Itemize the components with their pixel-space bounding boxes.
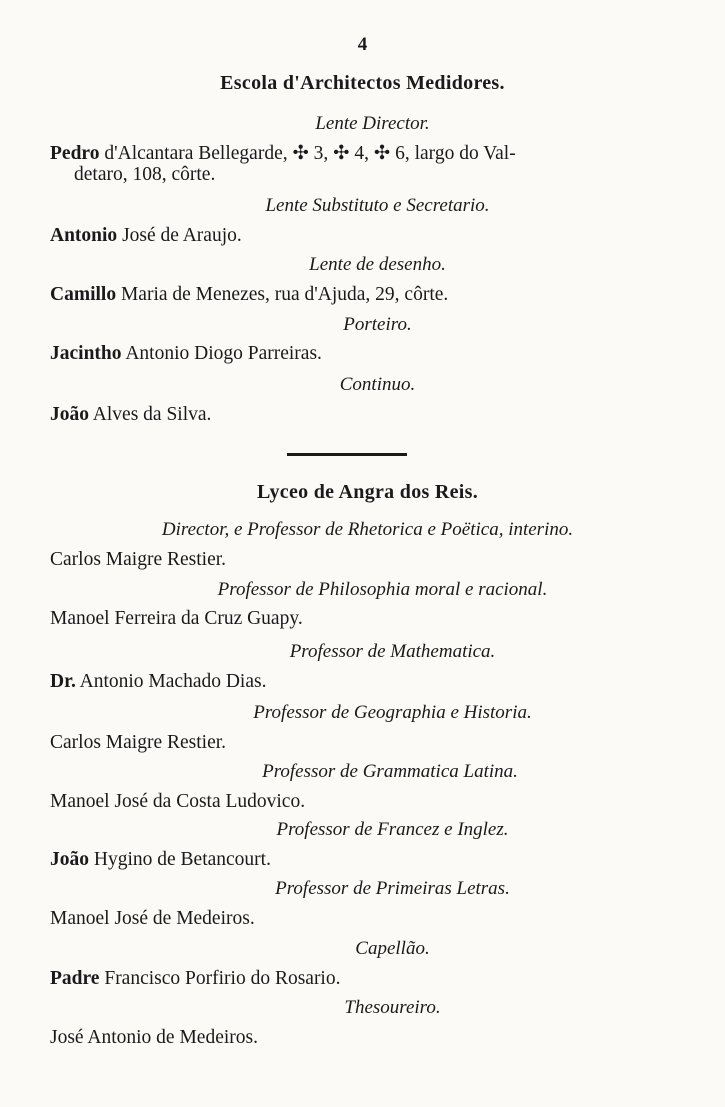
section-heading: Lyceo de Angra dos Reis. [256, 481, 479, 503]
person-entry [50, 284, 650, 305]
person-entry [50, 343, 650, 364]
name-text: José de Medeiros. [109, 908, 255, 929]
person-entry [50, 143, 650, 185]
name-text: Antonio Diogo Parreiras. [121, 343, 322, 364]
section-heading: Escola d'Architectos Medidores. [220, 72, 505, 94]
role-title: Professor de Geographia e Historia. [253, 702, 532, 723]
name-continuation: detaro, 108, côrte. [74, 164, 216, 185]
name-text: Antonio de Medeiros. [83, 1027, 258, 1048]
name-text: Maigre Restier. [100, 732, 227, 753]
name-text: d'Alcantara Bellegarde, ✣ 3, ✣ 4, ✣ 6, largo do Val- [99, 143, 516, 164]
person-entry [50, 225, 650, 246]
name-initial: João [50, 849, 89, 870]
person-entry [50, 1027, 650, 1048]
name-initial: Pedro [50, 143, 100, 164]
name-initial: Camillo [50, 284, 117, 305]
role-title: Professor de Mathematica. [289, 641, 496, 662]
role-title: Lente de desenho. [309, 254, 446, 275]
name-initial: Carlos [50, 732, 101, 753]
person-entry [50, 404, 650, 425]
role-title: Lente Substituto e Secretario. [265, 195, 490, 216]
person-entry [50, 671, 650, 692]
role-title: Continuo. [339, 374, 416, 395]
name-initial: Manoel [50, 608, 110, 629]
person-entry [50, 968, 650, 989]
name-text: Maigre Restier. [100, 549, 227, 570]
name-initial: José [50, 1027, 84, 1048]
name-text: Alves da Silva. [89, 404, 212, 425]
name-text: Francisco Porfirio do Rosario. [99, 968, 341, 989]
role-title: Porteiro. [343, 314, 412, 335]
person-entry [50, 849, 650, 870]
role-title: Capellão. [355, 938, 430, 959]
name-initial: João [50, 404, 89, 425]
name-initial: Carlos [50, 549, 101, 570]
name-text: Antonio Machado Dias. [75, 671, 267, 692]
role-title: Thesoureiro. [344, 997, 441, 1018]
name-initial: Manoel [50, 791, 110, 812]
person-entry [50, 608, 650, 629]
name-text: Hygino de Betancourt. [89, 849, 271, 870]
name-initial: Padre [50, 968, 100, 989]
name-text: José da Costa Ludovico. [109, 791, 306, 812]
page-number: 4 [357, 34, 368, 55]
name-initial: Jacintho [50, 343, 122, 364]
role-title: Professor de Grammatica Latina. [262, 761, 518, 782]
name-text: José de Araujo. [117, 225, 242, 246]
role-title: Professor de Philosophia moral e racional. [217, 579, 548, 600]
role-title: Professor de Francez e Inglez. [276, 819, 509, 840]
name-initial: Antonio [50, 225, 118, 246]
name-text: Maria de Menezes, rua d'Ajuda, 29, côrte. [116, 284, 449, 305]
person-entry [50, 791, 650, 812]
person-entry [50, 732, 650, 753]
person-entry [50, 549, 650, 570]
role-title: Director, e Professor de Rhetorica e Poëtica, interino. [161, 519, 574, 540]
name-initial: Manoel [50, 908, 110, 929]
name-initial: Dr. [50, 671, 76, 692]
role-title: Lente Director. [315, 113, 430, 134]
section-divider [287, 453, 407, 456]
name-text: Ferreira da Cruz Guapy. [109, 608, 303, 629]
person-entry [50, 908, 650, 929]
role-title: Professor de Primeiras Letras. [275, 878, 510, 899]
